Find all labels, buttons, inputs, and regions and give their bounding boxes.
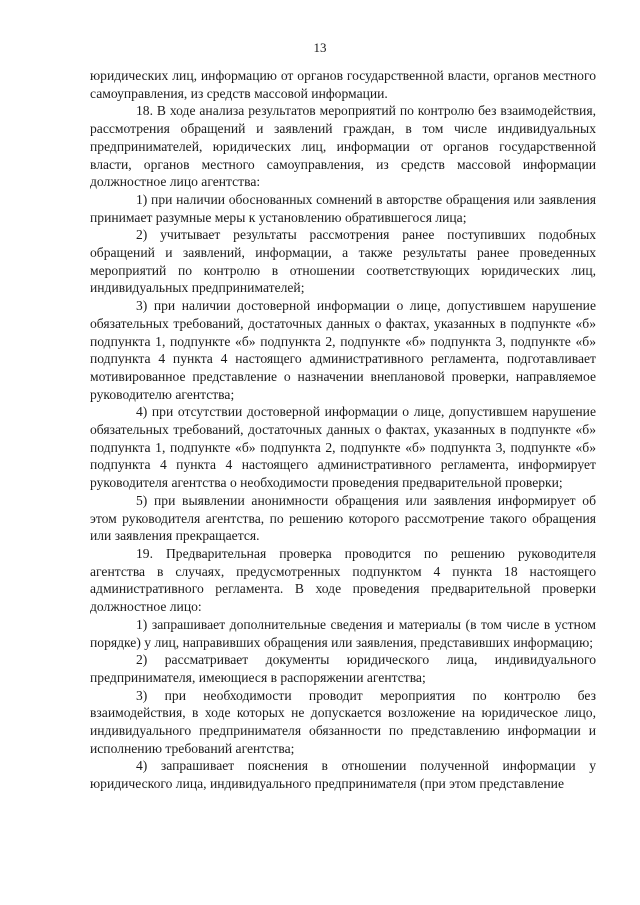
paragraph-clause-19-item-3: 3) при необходимости проводит мероприятия по контролю без взаимодействия, в ходе которых не допускается возложение на юридическое лицо, индивидуального предпринимателя обязанности по представлению информации и исполнению требований агентства; bbox=[90, 687, 596, 756]
page-number: 13 bbox=[313, 40, 327, 55]
paragraph-clause-18: 18. В ходе анализа результатов мероприятий по контролю без взаимодействия, рассмотрения обращений и заявлений граждан, в том числе индивидуальных предпринимателей, юридических лиц, информации от органов государственной власти, органов местного самоуправления, из средств массовой информации должностное лицо агентства: bbox=[90, 103, 596, 190]
paragraph-continuation: юридических лиц, информацию от органов государственной власти, органов местного самоуправления, из средств массовой информации. bbox=[90, 68, 596, 101]
paragraph-clause-19-item-2: 2) рассматривает документы юридического лица, индивидуального предпринимателя, имеющиеся в распоряжении агентства; bbox=[90, 652, 596, 685]
paragraph-clause-18-item-1: 1) при наличии обоснованных сомнений в авторстве обращения или заявления принимает разумные меры к установлению обратившегося лица; bbox=[90, 191, 596, 225]
paragraph-clause-18-item-4: 4) при отсутствии достоверной информации о лице, допустившем нарушение обязательных требований, достаточных данных о фактах, указанных в подпункте «б» подпункта 1, подпункте «б» подпункта 2, подпункте «б» подпункта 3, подпункте «б» подпункта 4 пункта 4 настоящего административного регламента, информирует руководителя агентства о необходимости проведения предварительной проверки; bbox=[90, 404, 596, 491]
paragraph-clause-19-item-1: 1) запрашивает дополнительные сведения и материалы (в том числе в устном порядке) у лиц, направивших обращения или заявления, представивших информацию; bbox=[90, 616, 596, 650]
paragraph-clause-19-item-4: 4) запрашивает пояснения в отношении полученной информации у юридического лица, индивидуального предпринимателя (при этом представление bbox=[90, 758, 596, 792]
paragraph-clause-18-item-2: 2) учитывает результаты рассмотрения ранее поступивших подобных обращений и заявлений, информации, а также результаты ранее проведенных мероприятий по контролю в отношении соответствующих юридических лиц, индивидуальных предпринимателей; bbox=[90, 227, 596, 296]
paragraph-clause-18-item-3: 3) при наличии достоверной информации о лице, допустившем нарушение обязательных требований, достаточных данных о фактах, указанных в подпункте «б» подпункта 1, подпункте «б» подпункта 2, подпункте «б» подпункта 3, подпункте «б» подпункта 4 пункта 4 настоящего административного регламента, подготавливает мотивированное представление о назначении внеплановой проверки, направляемое руководителю агентства; bbox=[90, 298, 596, 402]
paragraph-clause-19: 19. Предварительная проверка проводится по решению руководителя агентства в случаях, предусмотренных подпунктом 4 пункта 18 настоящего административного регламента. В ходе проведения предварительной проверки должностное лицо: bbox=[90, 545, 596, 615]
paragraph-clause-18-item-5: 5) при выявлении анонимности обращения или заявления информирует об этом руководителя агентства, по решению которого рассмотрение такого обращения или заявления прекращается. bbox=[90, 492, 596, 544]
document-body bbox=[90, 67, 596, 793]
